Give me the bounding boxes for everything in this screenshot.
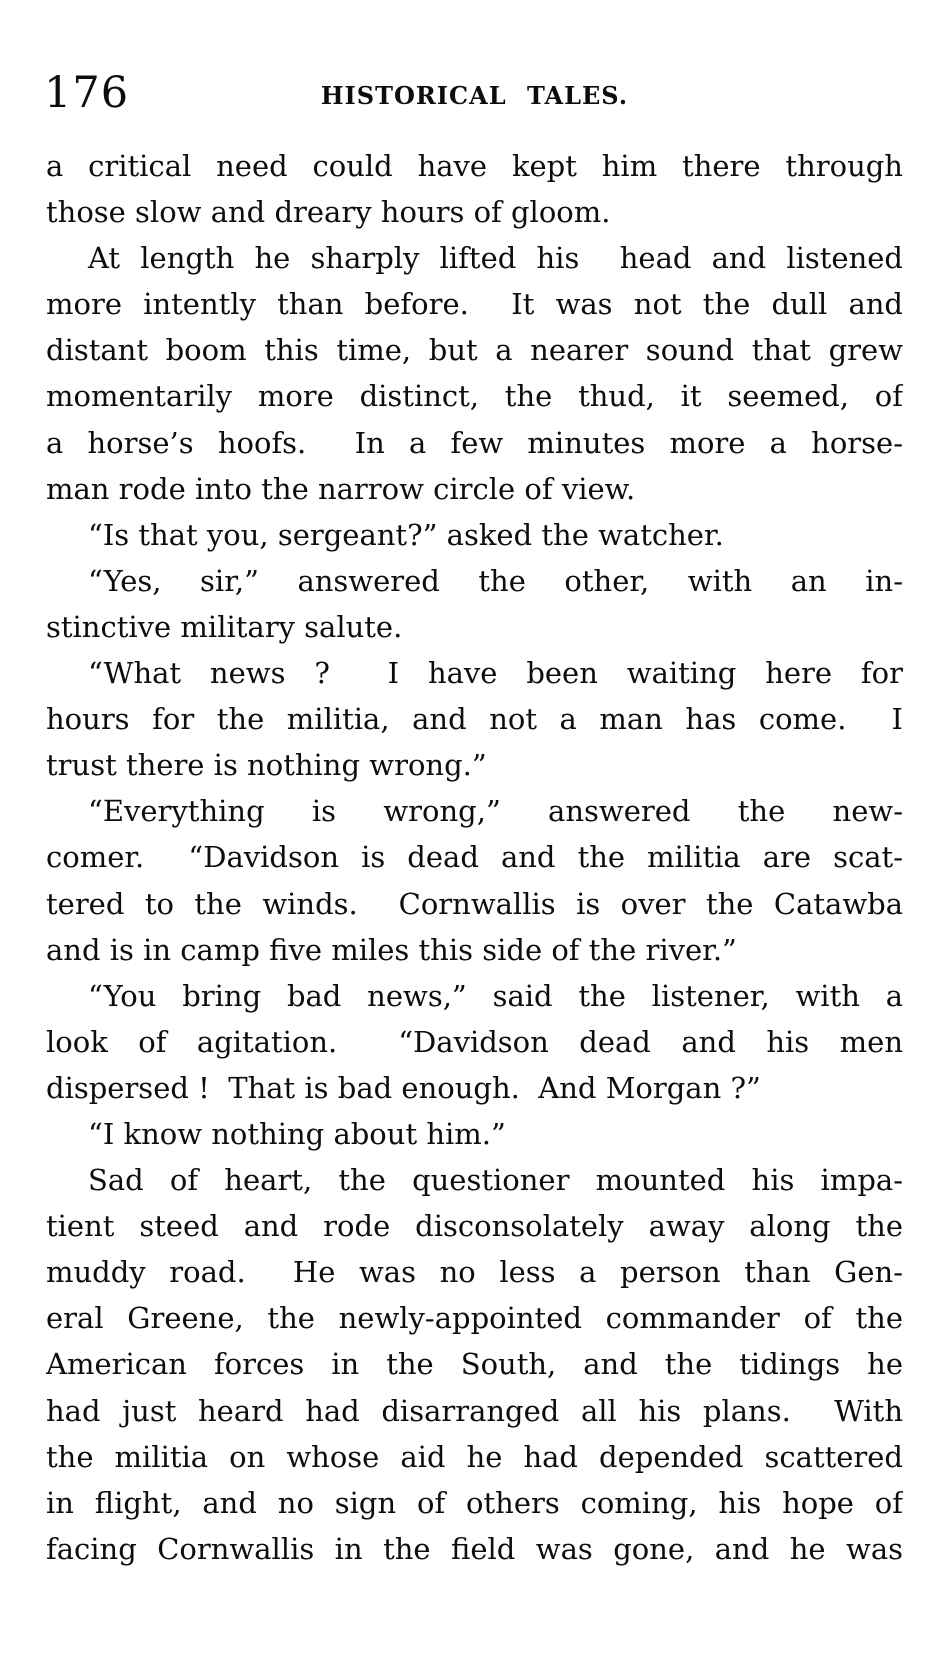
text-line: momentarily more distinct, the thud, it seemed, of <box>46 379 903 414</box>
text-line: in flight, and no sign of others coming, his hope of <box>46 1485 903 1520</box>
text-line: muddy road. He was no less a person than Gen- <box>46 1255 903 1290</box>
text-line: “Is that you, sergeant?” asked the watcher. <box>88 517 724 552</box>
text-line: facing Cornwallis in the field was gone, and he was <box>46 1531 903 1566</box>
text-line: Sad of heart, the questioner mounted his impa- <box>88 1163 903 1198</box>
text-line: more intently than before. It was not the dull and <box>46 287 903 322</box>
text-line: tered to the winds. Cornwallis is over the Catawba <box>46 886 903 921</box>
text-line: dispersed ! That is bad enough. And Morgan ?” <box>46 1070 761 1105</box>
text-block <box>46 143 903 1572</box>
text-line: those slow and dreary hours of gloom. <box>46 195 611 230</box>
text-line: distant boom this time, but a nearer sound that grew <box>46 333 903 368</box>
text-line: At length he sharply lifted his head and listened <box>88 241 903 276</box>
text-line: the militia on whose aid he had depended scattered <box>46 1439 903 1474</box>
text-line: and is in camp five miles this side of the river.” <box>46 932 737 967</box>
text-line: American forces in the South, and the tidings he <box>46 1347 903 1382</box>
text-line: stinctive military salute. <box>46 609 403 644</box>
text-line: eral Greene, the newly-appointed commander of the <box>46 1301 903 1336</box>
text-line: “What news ? I have been waiting here for <box>88 656 903 691</box>
page-number: 176 <box>44 68 130 118</box>
text-line: trust there is nothing wrong.” <box>46 748 487 783</box>
running-header: HISTORICAL TALES. <box>320 81 629 110</box>
text-line: a horse’s hoofs. In a few minutes more a horse- <box>46 425 903 460</box>
text-line: “Everything is wrong,” answered the new- <box>88 794 903 829</box>
text-line: a critical need could have kept him there through <box>46 149 903 183</box>
text-line: look of agitation. “Davidson dead and his men <box>46 1024 903 1059</box>
text-line: had just heard had disarranged all his plans. With <box>46 1393 903 1428</box>
text-line: comer. “Davidson is dead and the militia are scat- <box>46 840 903 875</box>
text-line: “I know nothing about him.” <box>88 1116 506 1151</box>
text-line: “Yes, sir,” answered the other, with an in- <box>88 563 903 598</box>
text-line: man rode into the narrow circle of view. <box>46 471 636 506</box>
text-line: “You bring bad news,” said the listener, with a <box>88 978 903 1013</box>
text-line: hours for the militia, and not a man has come. I <box>46 702 903 737</box>
text-line: tient steed and rode disconsolately away along the <box>46 1209 903 1244</box>
